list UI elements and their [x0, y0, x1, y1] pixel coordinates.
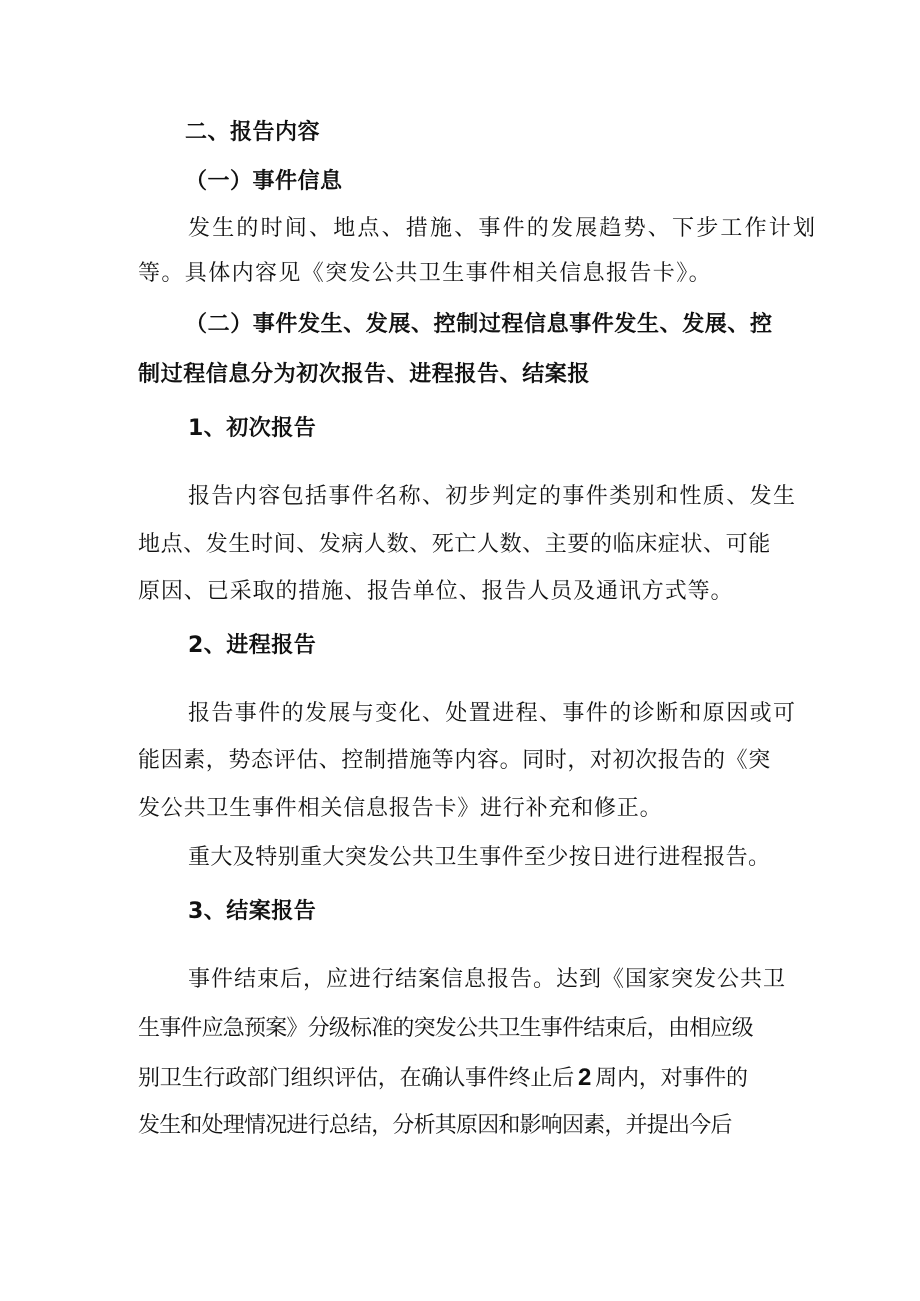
paragraph-line: 发生的时间、地点、措施、事件的发展趋势、下步工作计划 — [188, 216, 818, 241]
paragraph-line: 报告内容包括事件名称、初步判定的事件类别和性质、发生 — [188, 484, 797, 509]
section-heading-process-info: （二）事件发生、发展、控制过程信息事件发生、发展、控 — [185, 312, 773, 337]
paragraph-line: 地点、发生时间、发病人数、死亡人数、主要的临床症状、可能 — [138, 532, 771, 557]
section-heading-process-info-cont: 制过程信息分为初次报告、进程报告、结案报 — [138, 362, 591, 387]
main-heading: 二、报告内容 — [185, 120, 321, 145]
paragraph-line: 发生和处理情况进行总结，分析其原因和影响因素，并提出今后 — [138, 1113, 732, 1138]
subheading-initial-report: 1、初次报告 — [188, 416, 317, 441]
paragraph-line: 原因、已采取的措施、报告单位、报告人员及通讯方式等。 — [138, 579, 734, 604]
paragraph-text: 周内，对事件的 — [595, 1066, 748, 1091]
subheading-closing-report: 3、结案报告 — [188, 899, 317, 924]
paragraph-line — [138, 1063, 748, 1094]
weeks-number: 2 — [578, 1064, 592, 1091]
paragraph-line: 发公共卫生事件相关信息报告卡》进行补充和修正。 — [138, 796, 663, 821]
paragraph-line: 生事件应急预案》分级标准的突发公共卫生事件结束后，由相应级 — [138, 1016, 753, 1041]
paragraph-line: 等。具体内容见《突发公共卫生事件相关信息报告卡》。 — [138, 261, 713, 286]
subheading-progress-report: 2、进程报告 — [188, 633, 317, 658]
paragraph-line: 事件结束后，应进行结案信息报告。达到《国家突发公共卫 — [188, 967, 787, 992]
section-heading-event-info: （一）事件信息 — [185, 169, 343, 194]
paragraph-line: 报告事件的发展与变化、处置进程、事件的诊断和原因或可 — [188, 701, 797, 726]
paragraph-line: 能因素，势态评估、控制措施等内容。同时，对初次报告的《突 — [138, 748, 771, 773]
paragraph-line: 重大及特别重大突发公共卫生事件至少按日进行进程报告。 — [188, 845, 771, 870]
paragraph-text: 别卫生行政部门组织评估，在确认事件终止后 — [138, 1066, 575, 1091]
